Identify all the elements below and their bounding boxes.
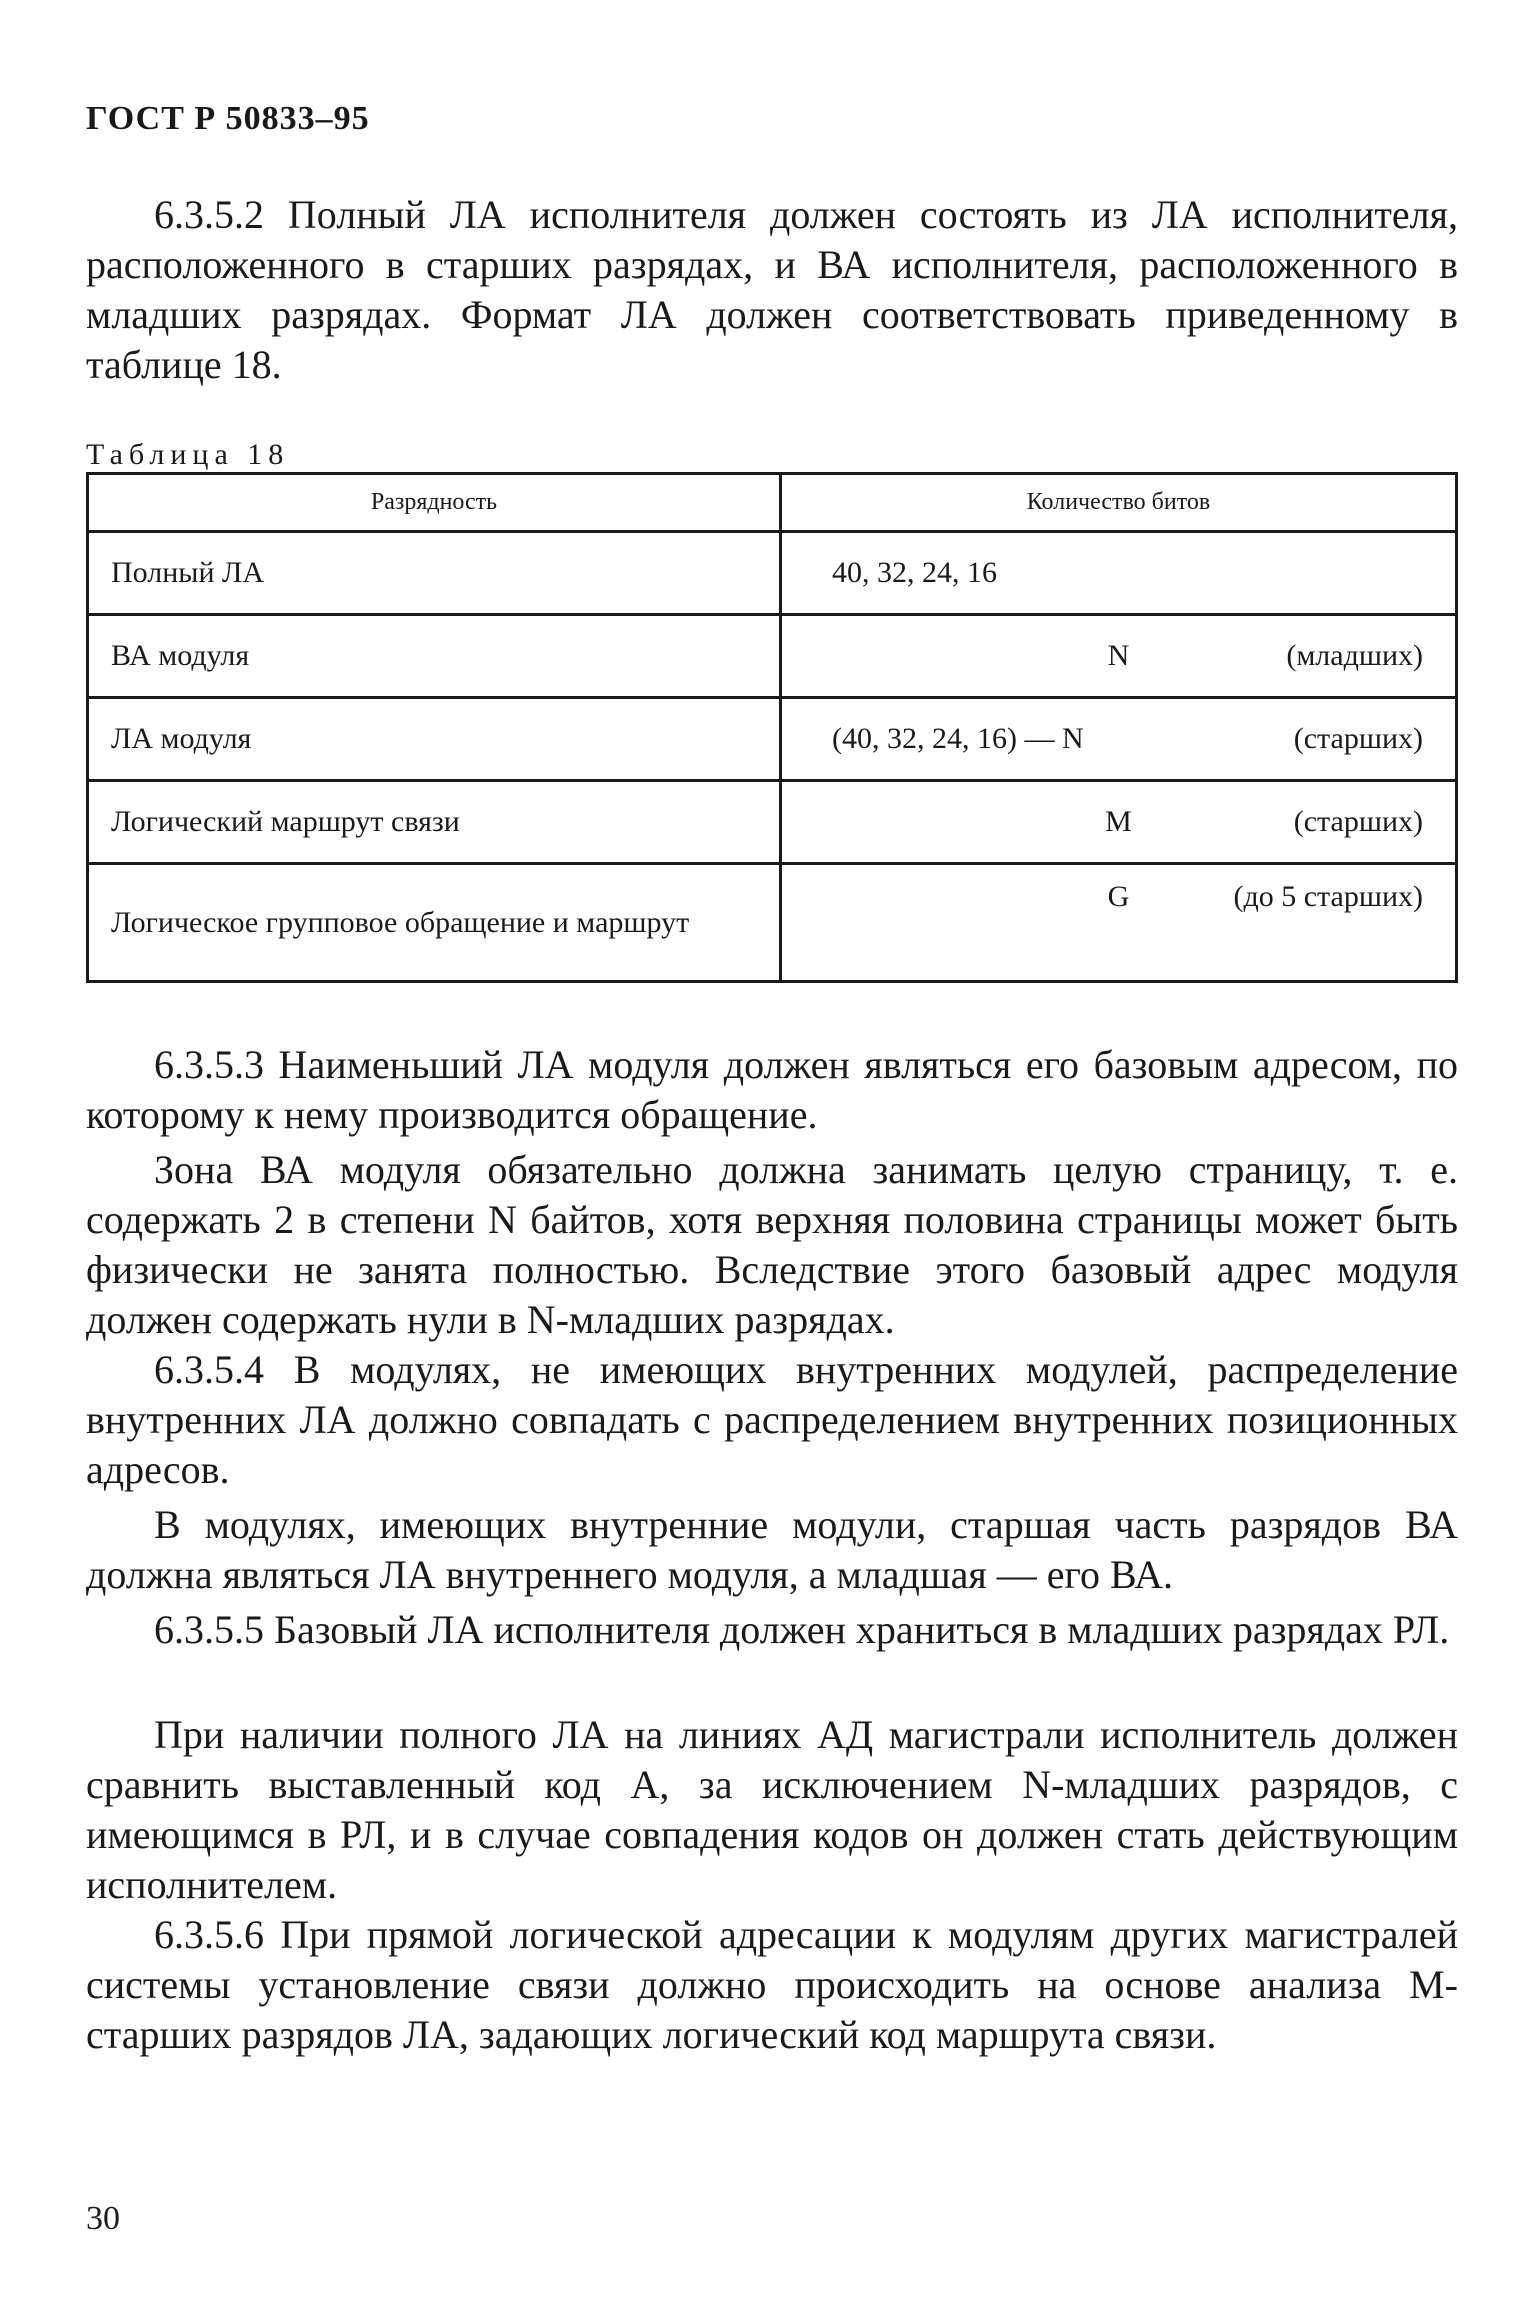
table-cell-value: G: [1107, 880, 1130, 914]
paragraph-6-3-5-4: 6.3.5.4 В модулях, не имеющих внутренних модулей, распределение внутренних ЛА должно совпадать с распределением внутренних позиционных адресов.: [86, 1347, 1458, 1492]
table-row: [88, 781, 1457, 864]
table-cell-name: ВА модуля: [88, 615, 781, 698]
table-header-bit-depth: Разрядность: [88, 474, 781, 532]
paragraph-6-3-5-5: 6.3.5.5 Базовый ЛА исполнителя должен храниться в младших разрядах РЛ.: [154, 1607, 1450, 1652]
paragraph-6-3-5-3: 6.3.5.3 Наименьший ЛА модуля должен являться его базовым адресом, по которому к нему производится обращение.: [86, 1042, 1458, 1137]
table-cell-name: ЛА модуля: [88, 698, 781, 781]
table-cell-value: N: [1107, 639, 1130, 672]
table-cell-name: Логическое групповое обращение и маршрут: [88, 864, 781, 982]
table-cell-value: M: [1105, 805, 1132, 838]
paragraph-zone-ba: Зона ВА модуля обязательно должна занимать целую страницу, т. е. содержать 2 в степени N байтов, хотя верхняя половина страницы может быть физически не занята полностью. Вследствие этого базовый адрес модуля должен содержать нули в N-младших разрядах.: [86, 1147, 1458, 1342]
paragraph-6-3-5-2: 6.3.5.2 Полный ЛА исполнителя должен состоять из ЛА исполнителя, расположенного в старших разрядах, и ВА исполнителя, расположенного в младших разрядах. Формат ЛА должен соответствовать приведенному в таблице 18.: [86, 192, 1458, 387]
table-cell-note: (старших): [1293, 805, 1423, 838]
table-cell-note: (младших): [1286, 639, 1423, 672]
table-row: [88, 615, 1457, 698]
document-header: ГОСТ Р 50833–95: [86, 100, 370, 137]
table-header-bit-count: Количество битов: [781, 474, 1457, 532]
table-cell-note: (до 5 старших): [1233, 880, 1423, 914]
table-row: [88, 532, 1457, 615]
table-cell-name: Логический маршрут связи: [88, 781, 781, 864]
paragraph-internal-modules: В модулях, имеющих внутренние модули, старшая часть разрядов ВА должна являться ЛА внутреннего модуля, а младшая — его ВА.: [86, 1502, 1458, 1597]
table-cell-value: (40, 32, 24, 16) — N: [832, 722, 1084, 755]
table-18: [86, 472, 1458, 983]
page-number: 30: [86, 2200, 120, 2237]
table-row: [88, 698, 1457, 781]
table-cell-name: Полный ЛА: [88, 532, 781, 615]
paragraph-6-3-5-6: 6.3.5.6 При прямой логической адресации к модулям других магистралей системы установление связи должно происходить на основе анализа М-старших разрядов ЛА, задающих логический код маршрута связи.: [86, 1912, 1458, 2057]
paragraph-full-la: При наличии полного ЛА на линиях АД магистрали исполнитель должен сравнить выставленный код А, за исключением N-младших разрядов, с имеющимся в РЛ, и в случае совпадения кодов он должен стать действующим исполнителем.: [86, 1712, 1458, 1907]
table-caption: Таблица 18: [86, 438, 290, 471]
table-row: [88, 864, 1457, 982]
table-cell-note: (старших): [1293, 722, 1423, 755]
table-cell-value: 40, 32, 24, 16: [832, 556, 997, 589]
